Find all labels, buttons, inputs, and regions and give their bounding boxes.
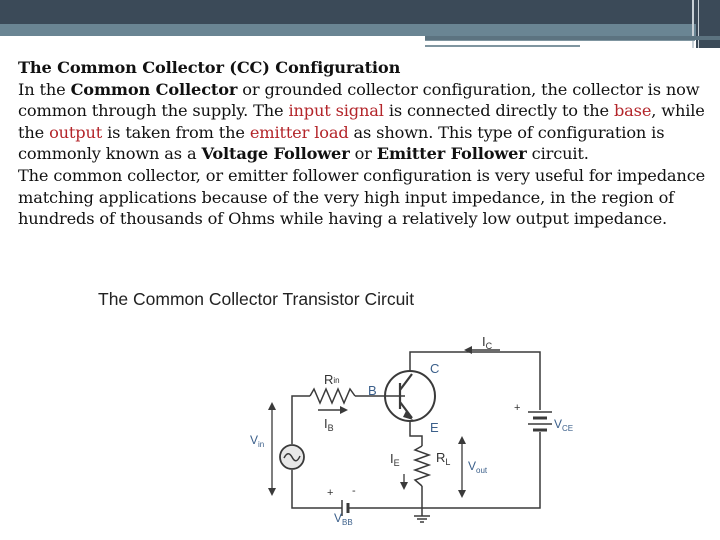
ie-label: $I_E$	[390, 451, 400, 468]
vce-return-wire	[355, 432, 540, 508]
emitter-wire	[410, 420, 422, 446]
vbb-minus-sign: -	[352, 485, 356, 497]
vce-label: $V_{CE}$	[554, 417, 574, 433]
vin-arrow-head-bottom	[268, 488, 276, 496]
rin-label: Rin	[324, 372, 340, 387]
vce-plus-sign: +	[514, 402, 521, 414]
text-run: , while the	[18, 101, 705, 142]
paragraph-2: The common collector, or emitter follower configuration is very useful for impedance matching applications because of the very high input impedance, in the region of hundreds of thousands of Ohms while having a relatively low output impedance.	[18, 165, 706, 229]
vce-battery	[528, 412, 552, 430]
highlight-term: emitter load	[249, 122, 349, 142]
vin-arrow-head-top	[268, 402, 276, 410]
rl-resistor	[415, 446, 429, 486]
text-run: or grounded collector configuration, the collector is now common through the supply. The	[18, 79, 700, 121]
text-run: In the	[18, 79, 71, 99]
ground-icon	[414, 516, 430, 522]
bold-term: Voltage Follower	[201, 144, 350, 164]
rl-label: $R_L$	[436, 450, 451, 467]
text-run: as shown. This type of configuration is commonly known as a	[18, 122, 665, 164]
bold-term: Common Collector	[70, 79, 238, 99]
rin-to-source-wire	[292, 396, 310, 444]
ic-top-label: $I_C$	[482, 334, 493, 351]
rin-resistor	[310, 389, 355, 403]
vout-label: $V_{out}$	[468, 459, 488, 475]
ib-label: $I_B$	[324, 416, 334, 433]
highlight-term: base	[613, 101, 652, 121]
vbb-label: $V_{BB}$	[334, 511, 353, 527]
text-run: or	[349, 144, 377, 164]
vbb-battery	[342, 500, 348, 516]
emitter-label: E	[430, 420, 439, 435]
vbb-plus-sign: +	[327, 487, 334, 499]
bold-term: Emitter Follower	[376, 144, 527, 164]
collector-label: C	[430, 361, 440, 376]
vout-arrow-head-bottom	[458, 490, 466, 498]
base-label: B	[368, 383, 377, 398]
text-run: circuit.	[526, 144, 589, 164]
vin-label: $V_{in}$	[250, 433, 265, 449]
vout-arrow-head-top	[458, 436, 466, 444]
heading: The Common Collector (CC) Configuration	[18, 58, 401, 77]
diagram-title: The Common Collector Transistor Circuit	[98, 289, 415, 309]
highlight-term: input signal	[288, 101, 384, 121]
text-run: is taken from the	[102, 122, 250, 142]
text-run: is connected directly to the	[383, 101, 614, 121]
highlight-term: output	[49, 122, 103, 142]
